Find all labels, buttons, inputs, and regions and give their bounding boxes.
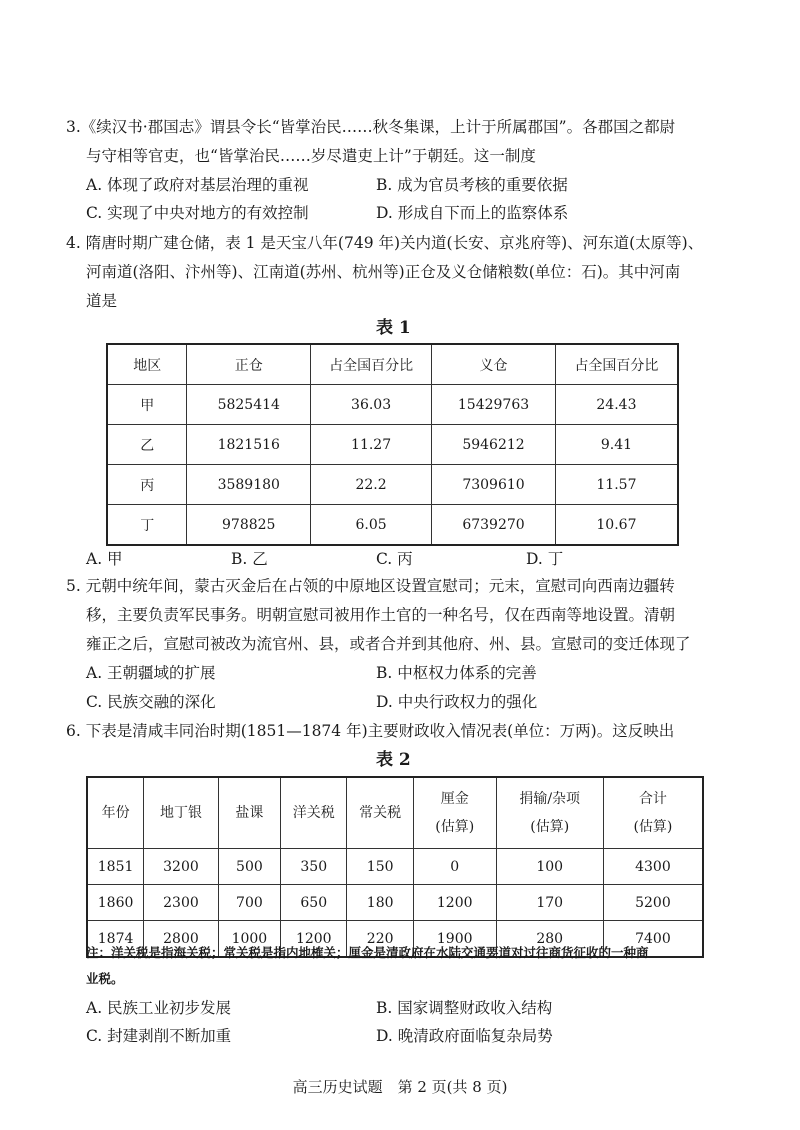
table1-cell: 11.57 bbox=[555, 465, 678, 505]
table-row bbox=[107, 425, 678, 465]
table2-header bbox=[87, 777, 144, 849]
q3-stem-line1: 3.《续汉书·郡国志》谓县令长“皆掌治民……秋冬集课，上计于所属郡国”。各郡国之都尉 bbox=[66, 118, 676, 136]
q4-option-d: D. 丁 bbox=[526, 550, 564, 568]
table2-cell: 2800 bbox=[144, 921, 219, 958]
table2-cell: 3200 bbox=[144, 849, 219, 885]
table2-header-label: 地丁银 bbox=[159, 805, 202, 821]
table2-cell: 170 bbox=[496, 885, 603, 921]
table2-cell: 220 bbox=[347, 921, 413, 958]
table2-header-sublabel: (估算) bbox=[530, 819, 570, 835]
table2-header bbox=[496, 777, 603, 849]
q5-stem-line3: 雍正之后，宣慰司被改为流官州、县，或者合并到其他府、州、县。宣慰司的变迁体现了 bbox=[86, 635, 691, 653]
table2-header-label: 捐输/杂项 bbox=[519, 791, 581, 807]
table1-caption: 表 1 bbox=[376, 318, 411, 338]
table2 bbox=[86, 776, 704, 958]
table1-header: 地区 bbox=[107, 344, 187, 385]
table1-cell: 5946212 bbox=[432, 425, 556, 465]
table2-cell: 1200 bbox=[413, 885, 496, 921]
table2-header-label: 厘金 bbox=[440, 791, 469, 807]
table2-cell: 350 bbox=[281, 849, 347, 885]
q3-option-b: B. 成为官员考核的重要依据 bbox=[376, 176, 568, 194]
q6-stem-line1: 6. 下表是清咸丰同治时期(1851—1874 年)主要财政收入情况表(单位：万两)。这反映出 bbox=[66, 722, 675, 740]
table1-cell: 978825 bbox=[187, 505, 311, 546]
table1-cell: 1821516 bbox=[187, 425, 311, 465]
table2-note-line1: 注：洋关税是指海关税；常关税是指内地榷关；厘金是清政府在水陆交通要道对过往商货征收的一种商 bbox=[86, 945, 649, 960]
q6-option-c: C. 封建剥削不断加重 bbox=[86, 1027, 232, 1045]
q6-option-a: A. 民族工业初步发展 bbox=[86, 999, 232, 1017]
q4-stem-line1: 4. 隋唐时期广建仓储，表 1 是天宝八年(749 年)关内道(长安、京兆府等)、河东道(太原等)、 bbox=[66, 234, 704, 252]
table2-cell: 700 bbox=[218, 885, 280, 921]
table2-cell: 1000 bbox=[218, 921, 280, 958]
q5-stem-line2: 移，主要负责军民事务。明朝宣慰司被用作土官的一种名号，仅在西南等地设置。清朝 bbox=[86, 606, 676, 624]
table1-cell: 丁 bbox=[107, 505, 187, 546]
table-row bbox=[87, 885, 703, 921]
table2-header-label: 常关税 bbox=[359, 805, 402, 821]
table2-header bbox=[413, 777, 496, 849]
q5-stem-line1: 5. 元朝中统年间，蒙古灭金后在占领的中原地区设置宣慰司；元末，宣慰司向西南边疆转 bbox=[66, 577, 675, 595]
q5-option-d: D. 中央行政权力的强化 bbox=[376, 693, 538, 711]
table2-cell: 1200 bbox=[281, 921, 347, 958]
table2-header-label: 洋关税 bbox=[292, 805, 335, 821]
table2-header-sublabel: (估算) bbox=[633, 819, 673, 835]
table2-cell: 4300 bbox=[603, 849, 703, 885]
table2-cell: 2300 bbox=[144, 885, 219, 921]
table1-cell: 9.41 bbox=[555, 425, 678, 465]
q3-option-c: C. 实现了中央对地方的有效控制 bbox=[86, 204, 309, 222]
table2-cell: 500 bbox=[218, 849, 280, 885]
table2-header bbox=[603, 777, 703, 849]
table2-header-label: 合计 bbox=[638, 791, 667, 807]
q5-option-b: B. 中枢权力体系的完善 bbox=[376, 664, 537, 682]
table-row bbox=[107, 465, 678, 505]
table-row bbox=[107, 505, 678, 546]
q6-option-d: D. 晚清政府面临复杂局势 bbox=[376, 1027, 553, 1045]
table2-header-label: 盐课 bbox=[235, 805, 264, 821]
q4-stem-line3: 道是 bbox=[86, 292, 118, 310]
table2-header-row bbox=[87, 777, 703, 849]
table1-header: 义仓 bbox=[432, 344, 556, 385]
page-footer: 高三历史试题 第 2 页(共 8 页) bbox=[292, 1078, 508, 1096]
table2-cell: 100 bbox=[496, 849, 603, 885]
table2-cell: 180 bbox=[347, 885, 413, 921]
table1-header-row bbox=[107, 344, 678, 385]
table2-header bbox=[218, 777, 280, 849]
table1-header: 占全国百分比 bbox=[555, 344, 678, 385]
table1-cell: 6.05 bbox=[311, 505, 432, 546]
table2-cell: 5200 bbox=[603, 885, 703, 921]
table2-cell: 1851 bbox=[87, 849, 144, 885]
q4-option-a: A. 甲 bbox=[86, 550, 123, 568]
q4-option-c: C. 丙 bbox=[376, 550, 413, 568]
table2-cell: 150 bbox=[347, 849, 413, 885]
table1-cell: 5825414 bbox=[187, 385, 311, 425]
table1-cell: 丙 bbox=[107, 465, 187, 505]
table1-cell: 22.2 bbox=[311, 465, 432, 505]
q4-option-b: B. 乙 bbox=[231, 550, 268, 568]
table2-header bbox=[144, 777, 219, 849]
table1-cell: 6739270 bbox=[432, 505, 556, 546]
table1-cell: 乙 bbox=[107, 425, 187, 465]
q3-option-a: A. 体现了政府对基层治理的重视 bbox=[86, 176, 309, 194]
table1-header: 正仓 bbox=[187, 344, 311, 385]
q5-option-c: C. 民族交融的深化 bbox=[86, 693, 216, 711]
q3-option-d: D. 形成自下而上的监察体系 bbox=[376, 204, 569, 222]
table2-header-label: 年份 bbox=[101, 805, 130, 821]
q4-stem-line2: 河南道(洛阳、汴州等)、江南道(苏州、杭州等)正仓及义仓储粮数(单位：石)。其中河南 bbox=[86, 263, 681, 281]
table1-cell: 10.67 bbox=[555, 505, 678, 546]
table2-cell: 7400 bbox=[603, 921, 703, 958]
table2-cell: 650 bbox=[281, 885, 347, 921]
table2-cell: 280 bbox=[496, 921, 603, 958]
q5-option-a: A. 王朝疆域的扩展 bbox=[86, 664, 216, 682]
table1-cell: 甲 bbox=[107, 385, 187, 425]
table2-note-line2: 业税。 bbox=[86, 971, 124, 986]
table1-header: 占全国百分比 bbox=[311, 344, 432, 385]
table1 bbox=[106, 343, 679, 546]
table2-cell: 1874 bbox=[87, 921, 144, 958]
table1-cell: 24.43 bbox=[555, 385, 678, 425]
table2-header-sublabel: (估算) bbox=[435, 819, 475, 835]
table1-cell: 11.27 bbox=[311, 425, 432, 465]
table2-caption: 表 2 bbox=[376, 750, 411, 770]
table1-cell: 7309610 bbox=[432, 465, 556, 505]
table-row bbox=[107, 385, 678, 425]
table1-cell: 3589180 bbox=[187, 465, 311, 505]
q6-option-b: B. 国家调整财政收入结构 bbox=[376, 999, 553, 1017]
table2-cell: 0 bbox=[413, 849, 496, 885]
table2-header bbox=[281, 777, 347, 849]
table2-header bbox=[347, 777, 413, 849]
q3-stem-line2: 与守相等官吏，也“皆掌治民……岁尽遣吏上计”于朝廷。这一制度 bbox=[86, 147, 536, 165]
table1-cell: 36.03 bbox=[311, 385, 432, 425]
table-row bbox=[87, 849, 703, 885]
table1-cell: 15429763 bbox=[432, 385, 556, 425]
table2-cell: 1900 bbox=[413, 921, 496, 958]
table2-cell: 1860 bbox=[87, 885, 144, 921]
